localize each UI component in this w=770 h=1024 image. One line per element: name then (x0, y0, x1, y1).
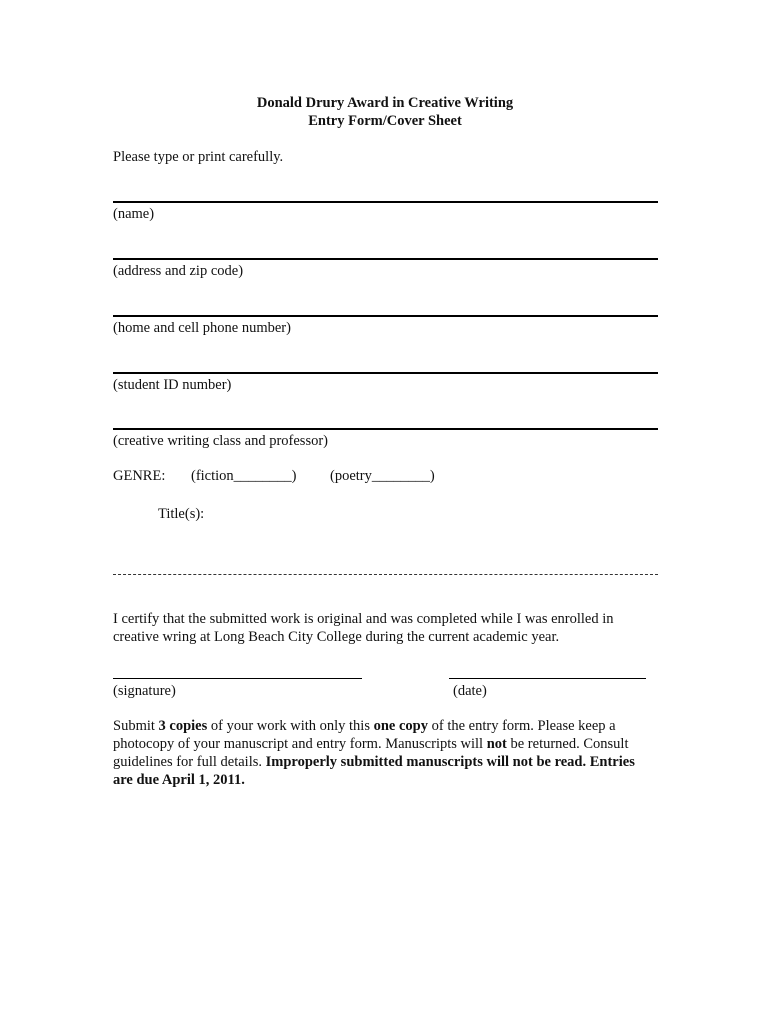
class-line[interactable] (113, 428, 658, 430)
class-label: (creative writing class and professor) (113, 433, 329, 449)
address-line[interactable] (113, 258, 658, 260)
signature-line[interactable] (113, 678, 362, 679)
student-id-line[interactable] (113, 372, 658, 374)
certification-text: I certify that the submitted work is original and was completed while I was enrolled in creative wring at Long Beach City College during the current academic year. (113, 611, 614, 645)
submit-text-3: of the entry form. Please keep a photocopy of your manuscript and entry form. Manuscripts will (113, 718, 616, 752)
submit-text-1: Submit (113, 718, 159, 734)
date-line[interactable] (449, 678, 646, 679)
submit-bold-one-copy: one copy (373, 718, 428, 734)
signature-label: (signature) (113, 683, 176, 699)
address-label: (address and zip code) (113, 263, 244, 279)
submit-text-4: be returned. Consult guidelines for full details. (113, 736, 629, 770)
form-title: Donald Drury Award in Creative Writing (256, 95, 514, 111)
name-line[interactable] (113, 201, 658, 203)
submit-text-2: of your work with only this (207, 718, 374, 734)
fiction-option[interactable]: (fiction________) (191, 468, 297, 484)
submit-bold-warning: Improperly submitted manuscripts will not be read. Entries are due April 1, 2011. (113, 754, 635, 788)
poetry-option[interactable]: (poetry________) (330, 468, 435, 484)
submit-bold-copies: 3 copies (158, 718, 208, 734)
cut-divider (113, 574, 658, 575)
name-label: (name) (113, 206, 155, 222)
genre-label: GENRE: (113, 468, 166, 484)
submit-bold-not: not (486, 736, 507, 752)
instructions-text: Please type or print carefully. (113, 149, 284, 165)
submission-instructions (113, 717, 658, 789)
phone-line[interactable] (113, 315, 658, 317)
date-label: (date) (453, 683, 487, 699)
form-subtitle: Entry Form/Cover Sheet (308, 113, 462, 129)
phone-label: (home and cell phone number) (113, 320, 291, 336)
student-id-label: (student ID number) (113, 377, 232, 393)
titles-label: Title(s): (158, 506, 205, 522)
